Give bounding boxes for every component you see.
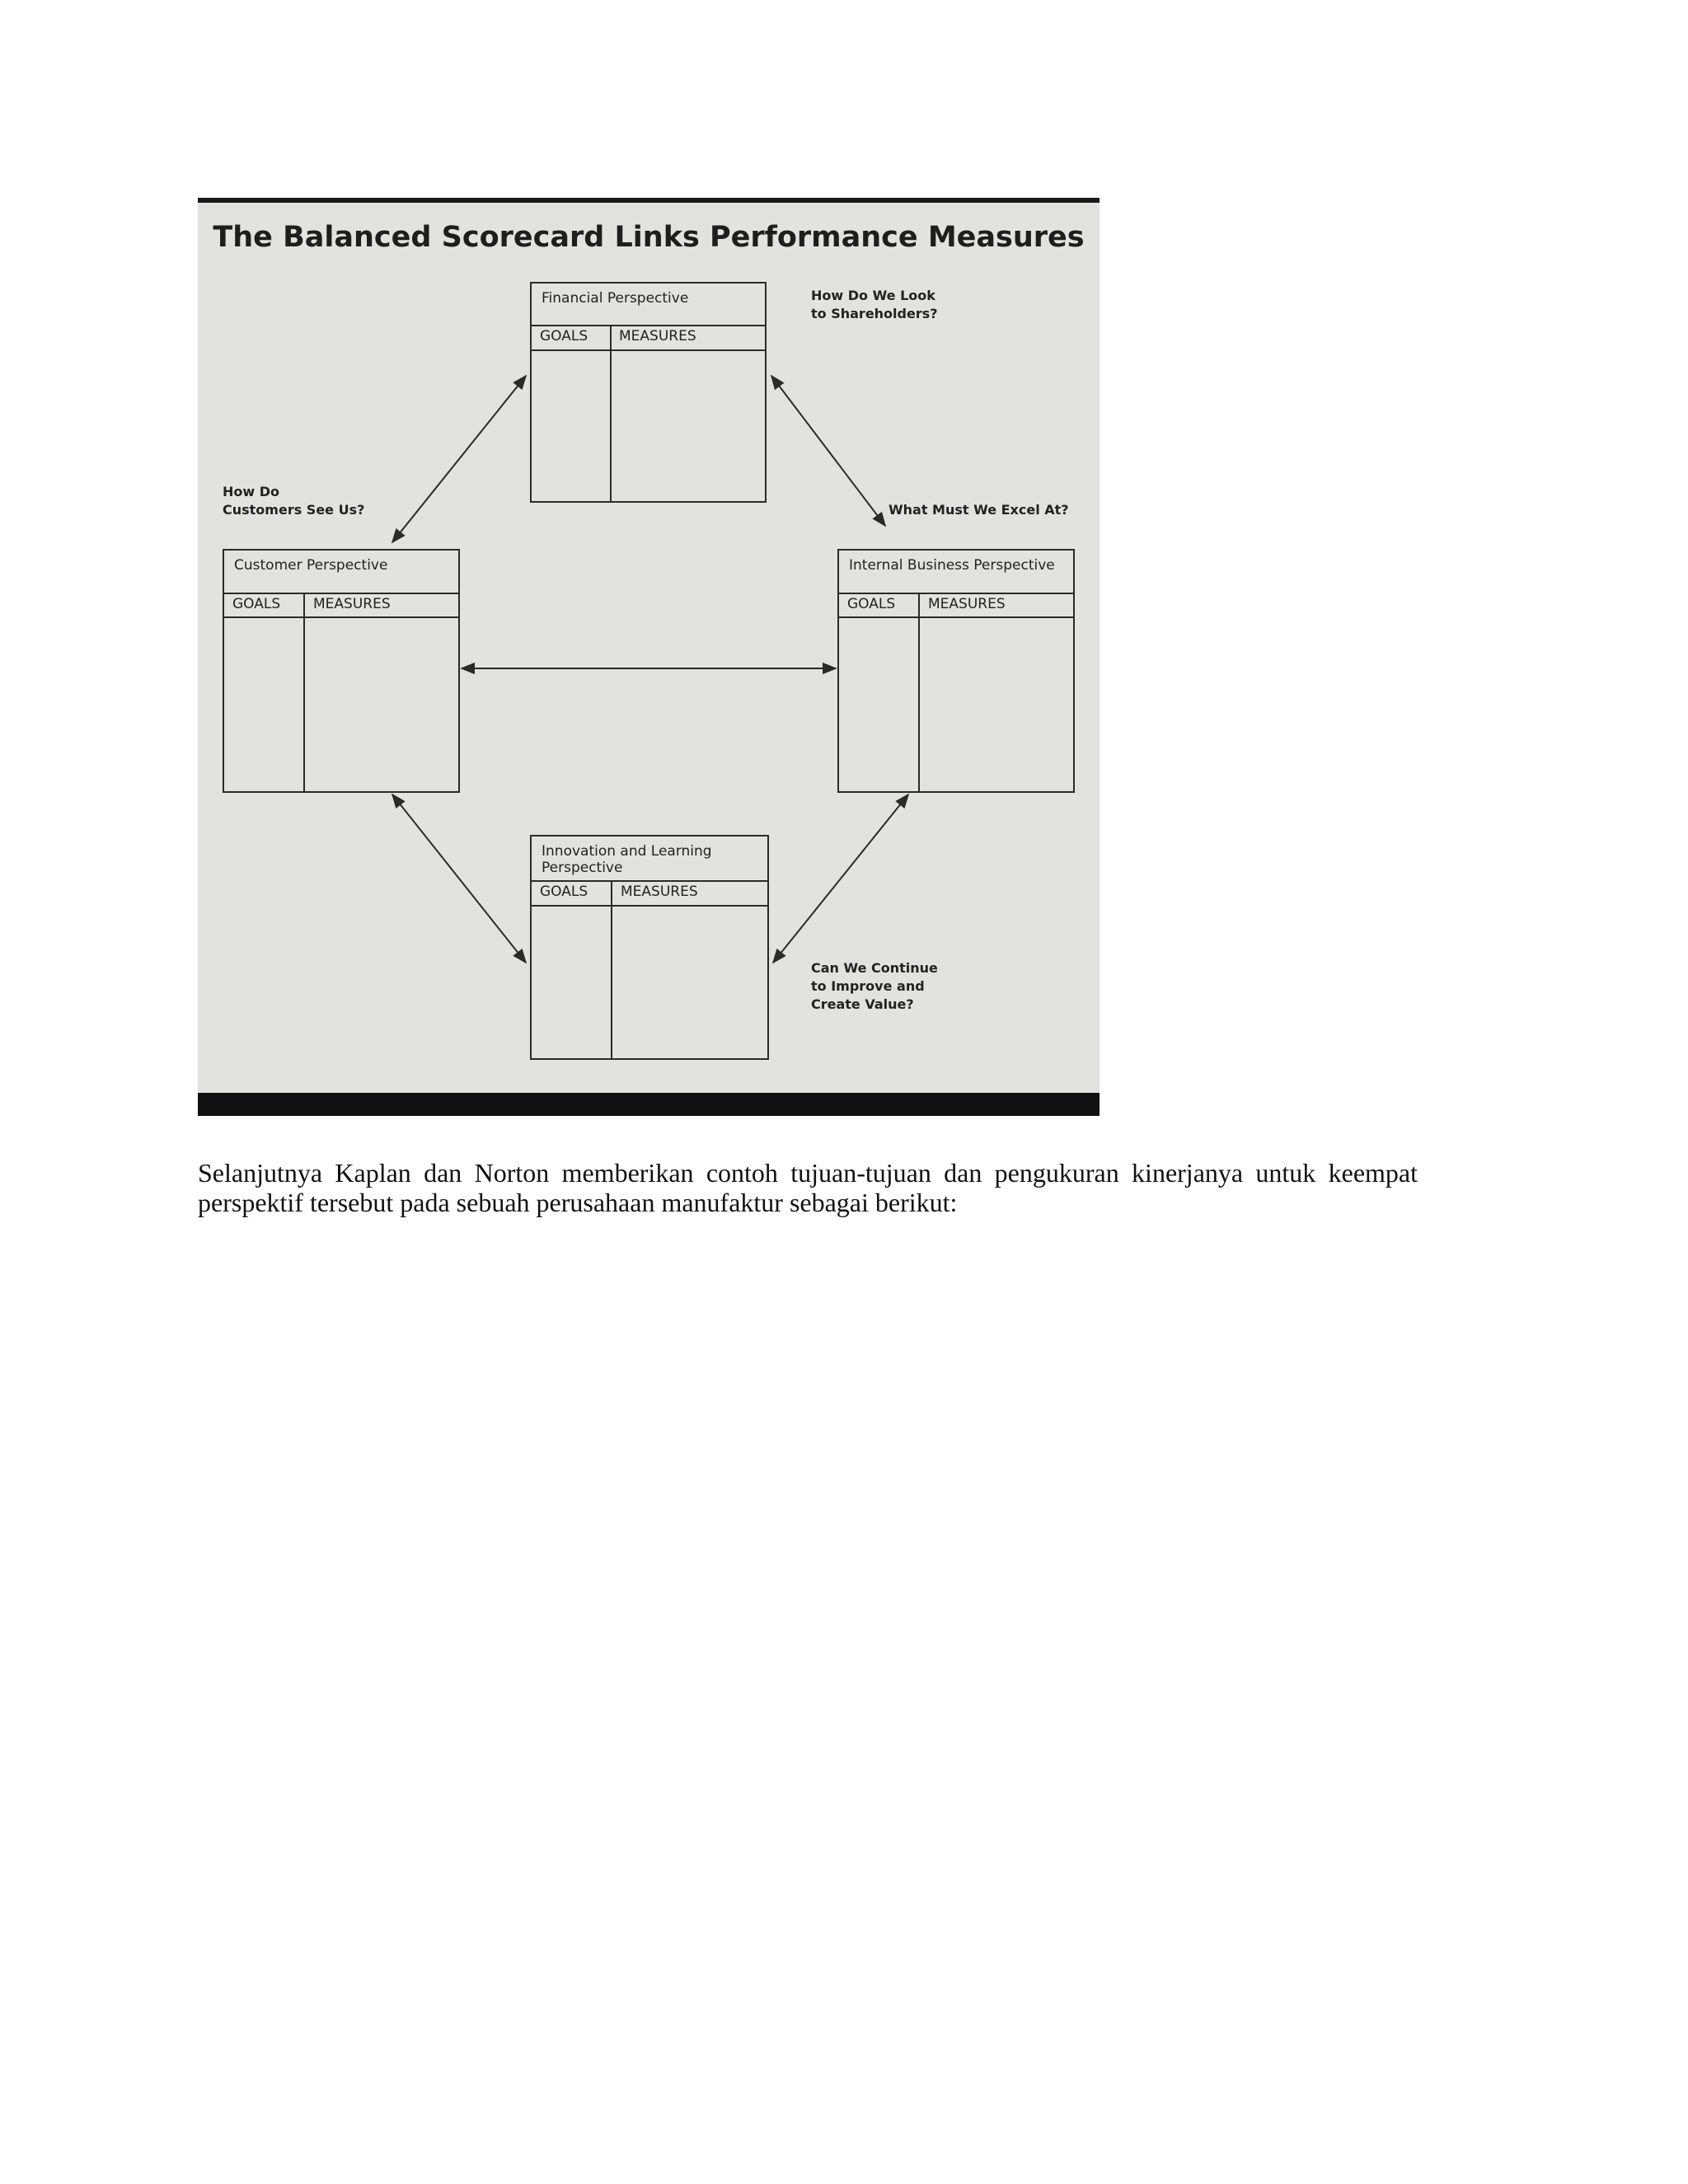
- goals-label: GOALS: [847, 596, 896, 612]
- figure-bottom-bar: [198, 1093, 1100, 1116]
- panel-divider: [839, 616, 1073, 618]
- balanced-scorecard-figure: [198, 198, 1100, 1116]
- panel-title: Financial Perspective: [542, 290, 689, 307]
- panel-title: [542, 843, 761, 876]
- column-divider: [610, 325, 612, 501]
- question-line: How Do: [223, 484, 280, 499]
- column-divider: [303, 593, 305, 791]
- panel-title: Internal Business Perspective: [849, 557, 1055, 574]
- measures-label: MEASURES: [928, 596, 1006, 612]
- panel-title: Customer Perspective: [234, 557, 388, 574]
- body-paragraph: Selanjutnya Kaplan dan Norton memberikan contoh tujuan-tujuan dan pengukuran kinerjanya untuk keempat perspektif tersebut pada sebuah perusahaan manufaktur sebagai berikut:: [198, 1158, 1418, 1217]
- question-line: to Shareholders?: [811, 306, 938, 321]
- internal-business-perspective-panel: [837, 549, 1075, 793]
- panel-divider: [532, 880, 767, 882]
- panel-divider: [532, 905, 767, 907]
- question-shareholders: [811, 287, 938, 323]
- innovation-learning-perspective-panel: [530, 835, 769, 1060]
- question-line: Customers See Us?: [223, 502, 365, 518]
- column-divider: [611, 880, 612, 1058]
- panel-title-line: Perspective: [542, 860, 623, 876]
- question-excel: [889, 501, 1069, 519]
- financial-perspective-panel: [530, 282, 767, 503]
- arrow-financial-internal: [771, 376, 885, 526]
- goals-label: GOALS: [540, 883, 588, 900]
- question-customers: [223, 483, 364, 519]
- arrow-financial-customer: [392, 376, 526, 542]
- panel-title-line: Innovation and Learning: [542, 843, 712, 860]
- column-divider: [918, 593, 920, 791]
- question-line: How Do We Look: [811, 288, 935, 303]
- measures-label: MEASURES: [621, 883, 698, 900]
- question-line: What Must We Excel At?: [889, 502, 1069, 518]
- panel-divider: [224, 593, 458, 594]
- panel-divider: [224, 616, 458, 618]
- panel-divider: [532, 325, 765, 326]
- goals-label: GOALS: [540, 328, 588, 344]
- customer-perspective-panel: [223, 549, 460, 793]
- question-line: Can We Continue: [811, 960, 938, 976]
- measures-label: MEASURES: [619, 328, 696, 344]
- panel-divider: [532, 349, 765, 351]
- question-line: to Improve and: [811, 978, 925, 994]
- measures-label: MEASURES: [313, 596, 391, 612]
- panel-divider: [839, 593, 1073, 594]
- arrow-customer-innovation: [392, 794, 526, 963]
- question-line: Create Value?: [811, 996, 914, 1012]
- arrow-internal-innovation: [773, 794, 908, 963]
- question-improve: [811, 959, 938, 1014]
- goals-label: GOALS: [232, 596, 281, 612]
- figure-title: The Balanced Scorecard Links Performance Measures: [213, 221, 1085, 254]
